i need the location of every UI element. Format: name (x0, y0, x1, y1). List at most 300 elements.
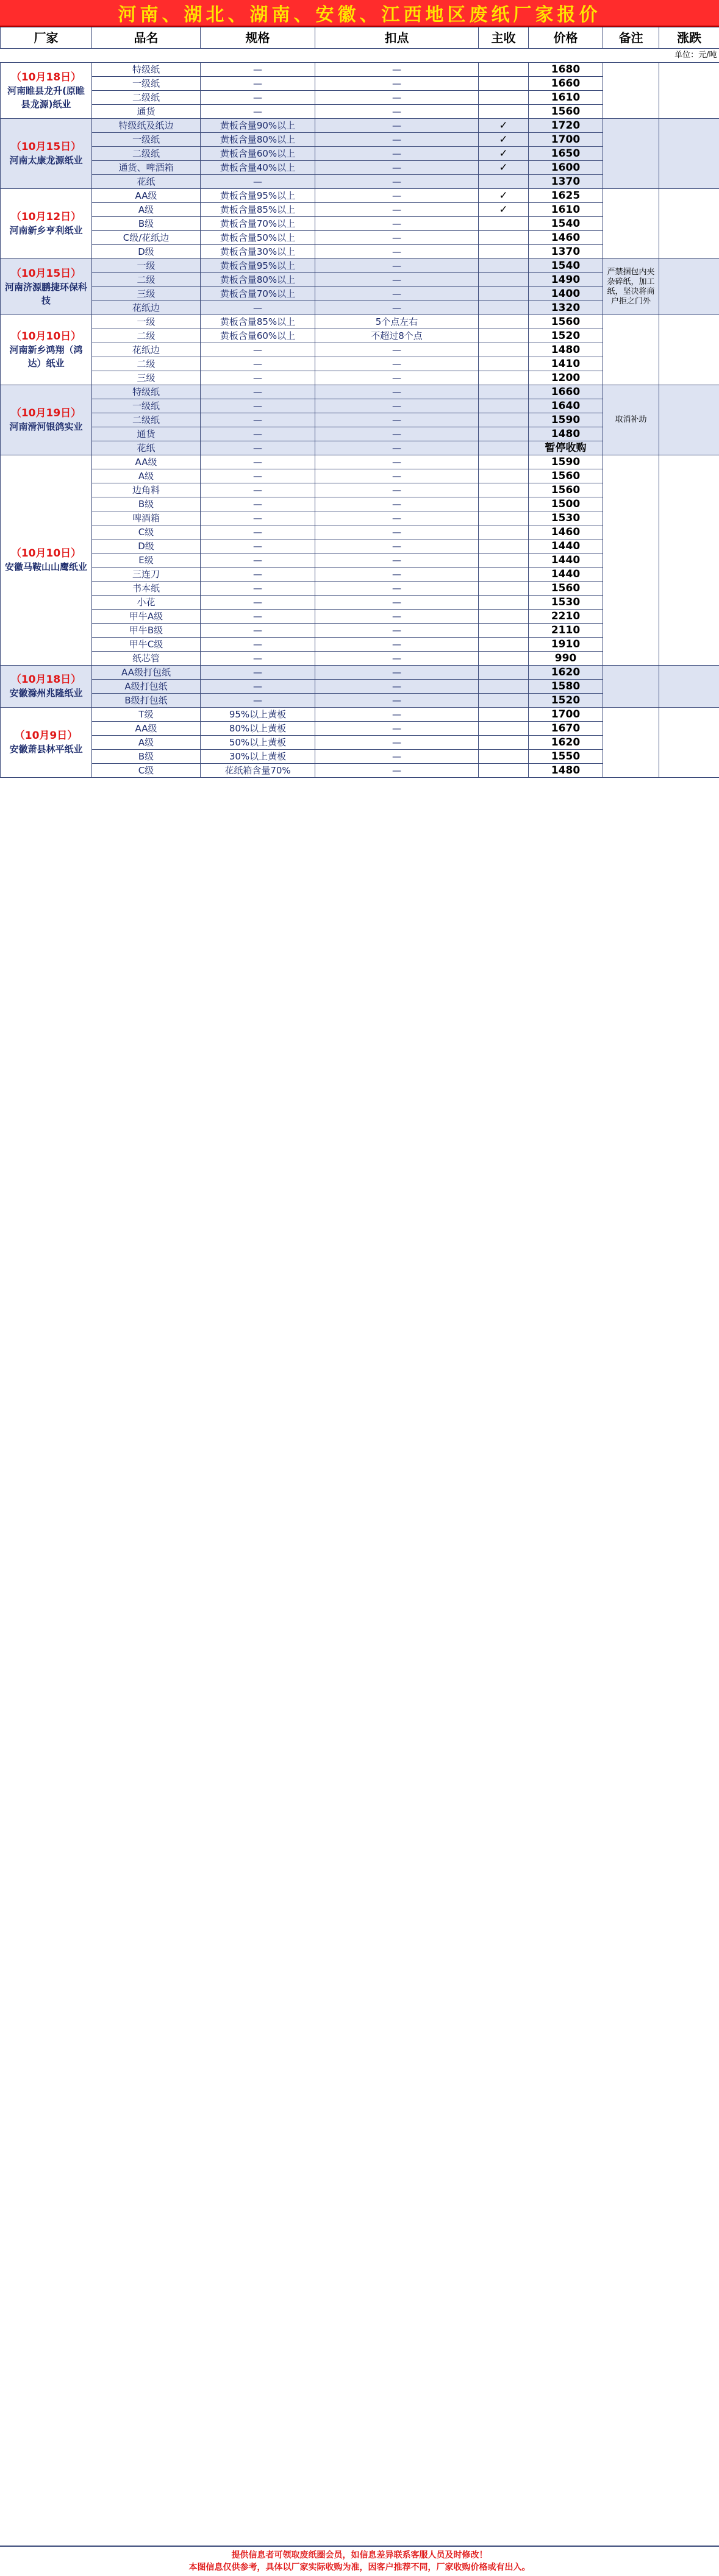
deduct-cell: — (315, 385, 479, 399)
price-cell: 1370 (529, 245, 603, 259)
item-cell: C级/花纸边 (92, 231, 201, 245)
item-cell: 三级 (92, 287, 201, 301)
price-cell: 1720 (529, 119, 603, 133)
price-cell: 1560 (529, 105, 603, 119)
change-cell (659, 119, 719, 189)
spec-cell: — (201, 371, 315, 385)
item-cell: 二级纸 (92, 147, 201, 161)
deduct-cell: — (315, 497, 479, 511)
price-cell: 1480 (529, 343, 603, 357)
item-cell: 特级纸 (92, 385, 201, 399)
main-cell (479, 245, 529, 259)
change-cell (659, 63, 719, 119)
spec-cell: — (201, 638, 315, 652)
deduct-cell: — (315, 371, 479, 385)
note-cell: 取消补助 (603, 385, 659, 455)
header-note: 备注 (603, 27, 659, 49)
main-cell (479, 680, 529, 694)
main-cell: ✓ (479, 189, 529, 203)
item-cell: B级 (92, 217, 201, 231)
item-cell: 特级纸 (92, 63, 201, 77)
item-cell: A级打包纸 (92, 680, 201, 694)
change-cell (659, 259, 719, 315)
main-cell (479, 441, 529, 455)
deduct-cell: — (315, 217, 479, 231)
deduct-cell: 不超过8个点 (315, 329, 479, 343)
spec-cell: — (201, 357, 315, 371)
spec-cell: — (201, 596, 315, 610)
deduct-cell: — (315, 189, 479, 203)
deduct-cell: — (315, 287, 479, 301)
spec-cell: — (201, 399, 315, 413)
main-cell (479, 511, 529, 525)
factory-cell (1, 666, 92, 708)
page-title: 河南、湖北、湖南、安徽、江西地区废纸厂家报价 (0, 0, 719, 27)
main-cell (479, 91, 529, 105)
item-cell: 啤酒箱 (92, 511, 201, 525)
main-cell (479, 736, 529, 750)
deduct-cell: — (315, 441, 479, 455)
main-cell: ✓ (479, 147, 529, 161)
main-cell (479, 722, 529, 736)
factory-date: （10月18日） (3, 673, 89, 686)
note-cell: 严禁捆包内夹杂碎纸，加工纸，坚决将商户拒之门外 (603, 259, 659, 315)
table-row (1, 666, 719, 680)
price-cell: 1200 (529, 371, 603, 385)
price-cell: 1440 (529, 539, 603, 553)
price-cell: 2110 (529, 624, 603, 638)
price-cell: 1520 (529, 694, 603, 708)
item-cell: 二级 (92, 273, 201, 287)
deduct-cell: — (315, 525, 479, 539)
main-cell (479, 694, 529, 708)
main-cell (479, 455, 529, 469)
item-cell: 花纸 (92, 441, 201, 455)
price-cell: 1650 (529, 147, 603, 161)
deduct-cell: 5个点左右 (315, 315, 479, 329)
item-cell: AA级 (92, 722, 201, 736)
main-cell (479, 105, 529, 119)
change-cell (659, 315, 719, 385)
item-cell: A级 (92, 469, 201, 483)
deduct-cell: — (315, 708, 479, 722)
main-cell: ✓ (479, 203, 529, 217)
factory-date: （10月10日） (3, 547, 89, 560)
spec-cell: — (201, 91, 315, 105)
main-cell (479, 610, 529, 624)
table-row (1, 259, 719, 273)
deduct-cell: — (315, 343, 479, 357)
item-cell: 通货、啤酒箱 (92, 161, 201, 175)
factory-cell (1, 455, 92, 666)
deduct-cell: — (315, 413, 479, 427)
spec-cell: 黄板含量90%以上 (201, 119, 315, 133)
table-row (1, 708, 719, 722)
header-change: 涨跌 (659, 27, 719, 49)
factory-date: （10月9日） (3, 729, 89, 742)
price-cell: 1550 (529, 750, 603, 764)
deduct-cell: — (315, 357, 479, 371)
spec-cell: 95%以上黄板 (201, 708, 315, 722)
deduct-cell: — (315, 161, 479, 175)
spec-cell: 黄板含量30%以上 (201, 245, 315, 259)
main-cell (479, 638, 529, 652)
header-factory: 厂家 (1, 27, 92, 49)
factory-name: 河南新乡鸿翔（鸿达）纸业 (9, 344, 82, 369)
note-cell (603, 315, 659, 385)
spec-cell: 80%以上黄板 (201, 722, 315, 736)
price-cell: 1560 (529, 483, 603, 497)
price-cell: 1460 (529, 525, 603, 539)
price-cell: 1320 (529, 301, 603, 315)
factory-cell (1, 119, 92, 189)
price-cell: 2210 (529, 610, 603, 624)
deduct-cell: — (315, 469, 479, 483)
note-cell (603, 666, 659, 708)
deduct-cell: — (315, 91, 479, 105)
item-cell: A级 (92, 736, 201, 750)
change-cell (659, 708, 719, 778)
price-cell: 暂停收购 (529, 441, 603, 455)
deduct-cell: — (315, 273, 479, 287)
factory-name: 安徽马鞍山山鹰纸业 (5, 561, 87, 572)
spec-cell: 黄板含量95%以上 (201, 259, 315, 273)
factory-date: （10月19日） (3, 407, 89, 420)
main-cell (479, 315, 529, 329)
deduct-cell: — (315, 399, 479, 413)
price-cell: 1410 (529, 357, 603, 371)
item-cell: 小花 (92, 596, 201, 610)
main-cell: ✓ (479, 133, 529, 147)
deduct-cell: — (315, 203, 479, 217)
deduct-cell: — (315, 511, 479, 525)
factory-cell (1, 708, 92, 778)
main-cell (479, 652, 529, 666)
spec-cell: — (201, 77, 315, 91)
main-cell: ✓ (479, 161, 529, 175)
spec-cell: 黄板含量70%以上 (201, 287, 315, 301)
header-row (1, 27, 719, 49)
factory-date: （10月15日） (3, 267, 89, 280)
main-cell (479, 666, 529, 680)
deduct-cell: — (315, 666, 479, 680)
note-cell (603, 119, 659, 189)
main-cell (479, 217, 529, 231)
main-cell (479, 329, 529, 343)
price-cell: 1620 (529, 666, 603, 680)
spec-cell: — (201, 553, 315, 568)
factory-name: 安徽滁州兆隆纸业 (9, 688, 82, 699)
item-cell: T级 (92, 708, 201, 722)
deduct-cell: — (315, 736, 479, 750)
table-body (1, 63, 719, 778)
deduct-cell: — (315, 610, 479, 624)
spec-cell: 黄板含量70%以上 (201, 217, 315, 231)
item-cell: A级 (92, 203, 201, 217)
deduct-cell: — (315, 694, 479, 708)
factory-name: 河南太康龙源纸业 (9, 155, 82, 166)
item-cell: 花纸边 (92, 343, 201, 357)
factory-cell (1, 63, 92, 119)
factory-cell (1, 259, 92, 315)
header-deduct: 扣点 (315, 27, 479, 49)
table-row (1, 189, 719, 203)
main-cell (479, 413, 529, 427)
spec-cell: — (201, 624, 315, 638)
deduct-cell: — (315, 722, 479, 736)
spec-cell: — (201, 413, 315, 427)
deduct-cell: — (315, 680, 479, 694)
price-cell: 1560 (529, 315, 603, 329)
factory-cell (1, 385, 92, 455)
item-cell: 花纸 (92, 175, 201, 189)
spec-cell: — (201, 427, 315, 441)
deduct-cell: — (315, 455, 479, 469)
item-cell: 甲牛B级 (92, 624, 201, 638)
spec-cell: 30%以上黄板 (201, 750, 315, 764)
main-cell (479, 427, 529, 441)
deduct-cell: — (315, 77, 479, 91)
item-cell: B级 (92, 750, 201, 764)
footer-line-2: 本图信息仅供参考，具体以厂家实际收购为准，因客户推荐不同，厂家收购价格或有出入。 (0, 2561, 719, 2574)
main-cell (479, 568, 529, 582)
deduct-cell: — (315, 63, 479, 77)
item-cell: 特级纸及纸边 (92, 119, 201, 133)
item-cell: B级打包纸 (92, 694, 201, 708)
price-cell: 1660 (529, 77, 603, 91)
main-cell (479, 77, 529, 91)
deduct-cell: — (315, 245, 479, 259)
price-cell: 1700 (529, 133, 603, 147)
deduct-cell: — (315, 483, 479, 497)
price-cell: 1640 (529, 399, 603, 413)
item-cell: 三连刀 (92, 568, 201, 582)
main-cell (479, 497, 529, 511)
deduct-cell: — (315, 652, 479, 666)
main-cell (479, 750, 529, 764)
price-cell: 1540 (529, 217, 603, 231)
item-cell: 甲牛A级 (92, 610, 201, 624)
price-cell: 1370 (529, 175, 603, 189)
spec-cell: — (201, 568, 315, 582)
price-cell: 1580 (529, 680, 603, 694)
price-cell: 1440 (529, 553, 603, 568)
price-cell: 1440 (529, 568, 603, 582)
price-cell: 1610 (529, 203, 603, 217)
price-cell: 1530 (529, 511, 603, 525)
item-cell: 二级 (92, 357, 201, 371)
spec-cell: — (201, 469, 315, 483)
main-cell (479, 596, 529, 610)
main-cell (479, 582, 529, 596)
item-cell: D级 (92, 539, 201, 553)
factory-date: （10月18日） (3, 71, 89, 84)
deduct-cell: — (315, 119, 479, 133)
price-cell: 1480 (529, 764, 603, 778)
spec-cell: 花纸箱含量70% (201, 764, 315, 778)
price-cell: 1620 (529, 736, 603, 750)
table-row (1, 455, 719, 469)
main-cell (479, 175, 529, 189)
price-cell: 1590 (529, 413, 603, 427)
spec-cell: — (201, 343, 315, 357)
price-cell: 1540 (529, 259, 603, 273)
factory-cell (1, 315, 92, 385)
note-cell (603, 455, 659, 666)
spec-cell: — (201, 666, 315, 680)
price-cell: 1910 (529, 638, 603, 652)
factory-name: 河南滑河银鸽实业 (9, 421, 82, 432)
factory-date: （10月12日） (3, 210, 89, 224)
deduct-cell: — (315, 568, 479, 582)
table-row (1, 315, 719, 329)
spec-cell: — (201, 497, 315, 511)
spec-cell: — (201, 680, 315, 694)
footer-line-1: 提供信息者可领取废纸圈会员，如信息差异联系客服人员及时修改！ (0, 2549, 719, 2561)
item-cell: 一级 (92, 315, 201, 329)
price-cell: 1590 (529, 455, 603, 469)
change-cell (659, 385, 719, 455)
spec-cell: 黄板含量95%以上 (201, 189, 315, 203)
main-cell (479, 343, 529, 357)
factory-date: （10月10日） (3, 330, 89, 343)
price-cell: 1520 (529, 329, 603, 343)
main-cell: ✓ (479, 119, 529, 133)
unit-label: 单位：元/吨 (1, 49, 719, 63)
main-cell (479, 525, 529, 539)
factory-cell (1, 189, 92, 259)
item-cell: AA级打包纸 (92, 666, 201, 680)
spec-cell: 黄板含量50%以上 (201, 231, 315, 245)
main-cell (479, 764, 529, 778)
price-cell: 1560 (529, 582, 603, 596)
price-cell: 1700 (529, 708, 603, 722)
deduct-cell: — (315, 427, 479, 441)
change-cell (659, 189, 719, 259)
main-cell (479, 231, 529, 245)
deduct-cell: — (315, 301, 479, 315)
change-cell (659, 666, 719, 708)
item-cell: 一级纸 (92, 399, 201, 413)
spec-cell: — (201, 582, 315, 596)
main-cell (479, 371, 529, 385)
item-cell: 通货 (92, 105, 201, 119)
price-cell: 1490 (529, 273, 603, 287)
spec-cell: 黄板含量40%以上 (201, 161, 315, 175)
factory-name: 安徽萧县林平纸业 (9, 744, 82, 755)
price-table (0, 27, 719, 778)
spec-cell: — (201, 511, 315, 525)
table-row (1, 385, 719, 399)
spec-cell: 黄板含量80%以上 (201, 273, 315, 287)
item-cell: 纸芯管 (92, 652, 201, 666)
header-spec: 规格 (201, 27, 315, 49)
factory-name: 河南济源鹏捷环保科技 (5, 282, 87, 306)
table-row (1, 63, 719, 77)
deduct-cell: — (315, 105, 479, 119)
deduct-cell: — (315, 175, 479, 189)
header-item: 品名 (92, 27, 201, 49)
main-cell (479, 357, 529, 371)
spec-cell: 黄板含量60%以上 (201, 147, 315, 161)
spec-cell: — (201, 301, 315, 315)
item-cell: B级 (92, 497, 201, 511)
spec-cell: — (201, 694, 315, 708)
spec-cell: 黄板含量60%以上 (201, 329, 315, 343)
main-cell (479, 539, 529, 553)
spec-cell: — (201, 455, 315, 469)
item-cell: 二级纸 (92, 91, 201, 105)
price-cell: 1460 (529, 231, 603, 245)
item-cell: 书本纸 (92, 582, 201, 596)
spec-cell: 黄板含量85%以上 (201, 203, 315, 217)
main-cell (479, 399, 529, 413)
spec-cell: 黄板含量85%以上 (201, 315, 315, 329)
price-cell: 1610 (529, 91, 603, 105)
spec-cell: — (201, 652, 315, 666)
factory-name: 河南新乡亨利纸业 (9, 225, 82, 236)
price-cell: 1670 (529, 722, 603, 736)
item-cell: 三级 (92, 371, 201, 385)
price-cell: 1660 (529, 385, 603, 399)
deduct-cell: — (315, 539, 479, 553)
deduct-cell: — (315, 259, 479, 273)
main-cell (479, 301, 529, 315)
main-cell (479, 553, 529, 568)
spec-cell: — (201, 525, 315, 539)
main-cell (479, 624, 529, 638)
deduct-cell: — (315, 553, 479, 568)
spec-cell: — (201, 483, 315, 497)
spec-cell: — (201, 175, 315, 189)
price-cell: 1680 (529, 63, 603, 77)
price-cell: 1560 (529, 469, 603, 483)
spec-cell: — (201, 105, 315, 119)
deduct-cell: — (315, 638, 479, 652)
factory-name: 河南睢县龙升(原睢县龙源)纸业 (7, 85, 85, 110)
main-cell (479, 259, 529, 273)
deduct-cell: — (315, 147, 479, 161)
item-cell: AA级 (92, 189, 201, 203)
main-cell (479, 63, 529, 77)
price-cell: 1500 (529, 497, 603, 511)
footer (0, 2546, 719, 2576)
main-cell (479, 273, 529, 287)
item-cell: 甲牛C级 (92, 638, 201, 652)
spec-cell: — (201, 539, 315, 553)
item-cell: 二级纸 (92, 413, 201, 427)
main-cell (479, 385, 529, 399)
item-cell: 一级纸 (92, 77, 201, 91)
item-cell: C级 (92, 525, 201, 539)
spec-cell: — (201, 610, 315, 624)
item-cell: 一级纸 (92, 133, 201, 147)
spec-cell: 黄板含量80%以上 (201, 133, 315, 147)
item-cell: D级 (92, 245, 201, 259)
main-cell (479, 708, 529, 722)
item-cell: 花纸边 (92, 301, 201, 315)
item-cell: 二级 (92, 329, 201, 343)
price-cell: 1530 (529, 596, 603, 610)
deduct-cell: — (315, 750, 479, 764)
item-cell: 通货 (92, 427, 201, 441)
price-cell: 1400 (529, 287, 603, 301)
spec-cell: — (201, 441, 315, 455)
spec-cell: 50%以上黄板 (201, 736, 315, 750)
price-cell: 1480 (529, 427, 603, 441)
item-cell: AA级 (92, 455, 201, 469)
item-cell: C级 (92, 764, 201, 778)
